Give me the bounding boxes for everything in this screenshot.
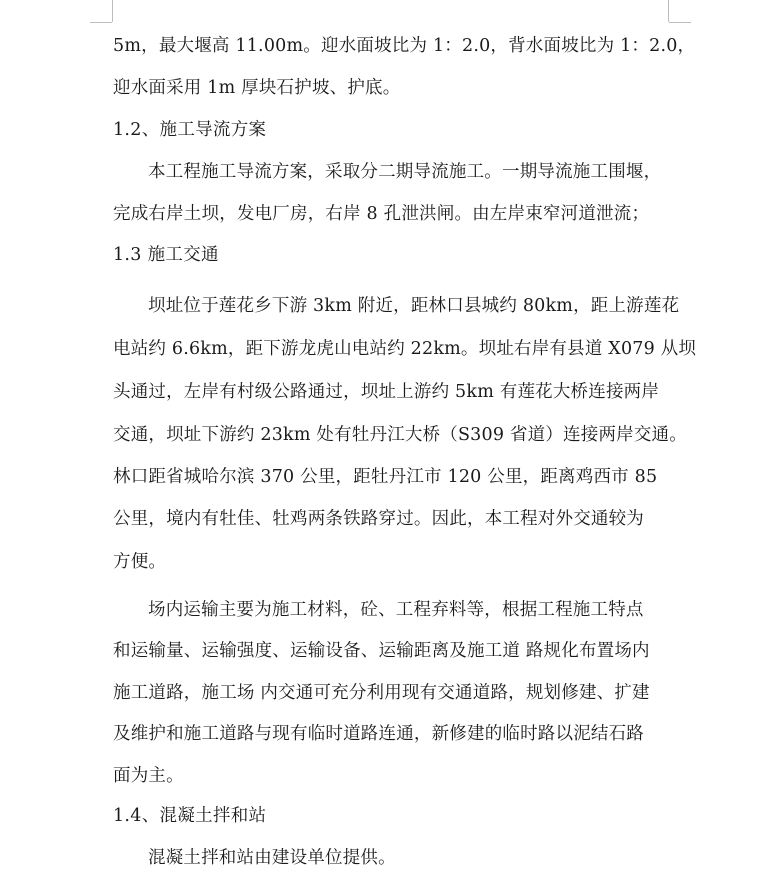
paragraph-line: 场内运输主要为施工材料，砼、工程弃料等，根据工程施工特点 xyxy=(148,600,644,620)
section-heading-1-4: 1.4、混凝土拌和站 xyxy=(113,806,267,826)
paragraph-line: 和运输量、运输强度、运输设备、运输距离及施工道 路规化布置场内 xyxy=(113,641,650,661)
section-heading-1-2: 1.2、施工导流方案 xyxy=(113,120,267,140)
crop-mark xyxy=(112,0,113,22)
paragraph-line: 交通，坝址下游约 23km 处有牡丹江大桥（S309 省道）连接两岸交通。 xyxy=(113,425,687,445)
section-heading-1-3: 1.3 施工交通 xyxy=(113,245,219,265)
paragraph-line: 及维护和施工道路与现有临时道路连通，新修建的临时路以泥结石路 xyxy=(113,724,644,744)
paragraph-line: 公里，境内有牡佳、牡鸡两条铁路穿过。因此，本工程对外交通较为 xyxy=(113,509,644,529)
paragraph-line: 面为主。 xyxy=(113,766,184,786)
crop-mark xyxy=(669,22,691,23)
paragraph-line: 头通过，左岸有村级公路通过，坝址上游约 5km 有莲花大桥连接两岸 xyxy=(113,382,660,402)
paragraph-line: 本工程施工导流方案，采取分二期导流施工。一期导流施工围堰， xyxy=(148,162,662,182)
paragraph-line: 5m，最大堰高 11.00m。迎水面坡比为 1：2.0，背水面坡比为 1：2.0， xyxy=(113,36,696,56)
paragraph-line: 电站约 6.6km，距下游龙虎山电站约 22km。坝址右岸有县道 X079 从坝 xyxy=(113,339,697,359)
crop-mark xyxy=(90,22,112,23)
paragraph-line: 完成右岸土坝，发电厂房，右岸 8 孔泄洪闸。由左岸束窄河道泄流； xyxy=(113,204,650,224)
paragraph-line: 施工道路，施工场 内交通可充分利用现有交通道路，规划修建、扩建 xyxy=(113,683,650,703)
paragraph-line: 方便。 xyxy=(113,552,167,572)
paragraph-line: 坝址位于莲花乡下游 3km 附近，距林口县城约 80km，距上游莲花 xyxy=(148,296,680,316)
paragraph-line: 迎水面采用 1m 厚块石护坡、护底。 xyxy=(113,78,401,98)
crop-mark xyxy=(668,0,669,22)
paragraph-line: 混凝土拌和站由建设单位提供。 xyxy=(148,848,396,868)
paragraph-line: 林口距省城哈尔滨 370 公里，距牡丹江市 120 公里，距离鸡西市 85 xyxy=(113,467,658,487)
